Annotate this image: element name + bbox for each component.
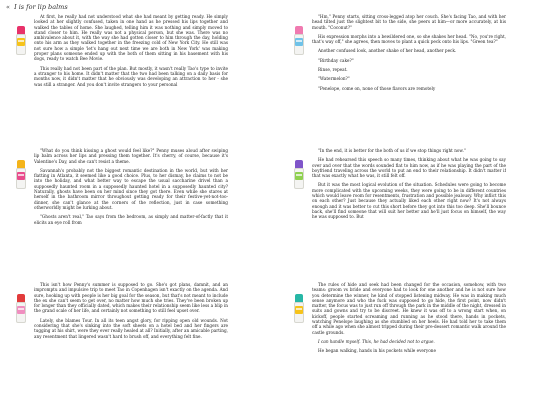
story-paragraph: "Watermelon?" xyxy=(318,76,350,82)
lip-balm-icon xyxy=(294,160,304,190)
story-paragraph: "Ghosts aren't real," Tao says from the bedroom, as simply and matter-of-factly that it elicits an eye roll from xyxy=(34,214,228,225)
lip-balm-icon xyxy=(294,294,304,324)
story-paragraph: But it was the most logical evolution of the situation. Schedules were going to become more complicated with the upcoming weeks, they were going to be in different countries which would leave room for resentments, frustration and possible jealousy. Why inflict this on each other? Just because they actually liked each other right now? It's not always enough and it was better to cut this short before they got into this too deep. She'll bounce back, she'll find someone that will suit her better and he'll just focus on himself, the way he was supposed to. But xyxy=(312,182,506,220)
story-card-1[interactable] xyxy=(8,14,232,126)
story-paragraph: The rules of hide and seek had been changed for the occasion, somehow, with two teams: groom vs bride and everyone had to look for one another and he is not sure how you determine the winner, he kind of stopped listening midway. He was in making much sense anymore and who the fuck was supposed to go hide, the first point, now didn't matter, the focus was to just run off through the park in the middle of the night, dressed in suits and gowns and try to be discreet. He knew it was off to a wrong start when, on kickoff, people started screaming and running as he stood there, hands in pockets, watching Penelope laughing as she stumbled on her heels. He had told her to take them off a while ago when she almost tripped during their pre-dessert romantic walk around the castle grounds. xyxy=(312,282,506,335)
lip-balm-icon xyxy=(16,160,26,190)
lip-balm-icon xyxy=(16,294,26,324)
story-paragraph: Rinse, repeat. xyxy=(318,67,348,73)
lip-balm-icon xyxy=(294,26,304,56)
story-paragraph: "Birthday cake?" xyxy=(318,57,354,63)
story-card-2[interactable] xyxy=(286,14,510,126)
story-paragraph: "Hm," Penny starts, sitting cross-legged atop her couch. She's facing Tao, and with her head tilted just the slightest bit to the side, she peers at him—or more accurately, at his mouth. "Coconut?" xyxy=(312,14,506,30)
story-paragraph: "In the end, it is better for the both of us if we stop things right now." xyxy=(318,148,466,153)
story-card-4[interactable] xyxy=(286,148,510,260)
story-paragraph: Savannah's probably not the biggest romantic destination in the world, but with her flatting in Atlanta, it seemed like a good choice. Plus, to her dismay, he claims to not be into the holiday, and what better way to escape the usual saccharine drivel than a supposedly haunted room in a supposedly haunted hotel in a supposedly haunted city? Naturally, ghosts have been on her mind since they got there. Even while she stares at herself in the bathroom mirror throughout getting ready for their festive-yet-not-too-dinner, she can't glance at the corners of the reflection, just in case something otherworldly might be lurking about. xyxy=(34,167,228,210)
story-excerpt xyxy=(312,148,506,260)
story-card-5[interactable] xyxy=(8,282,232,394)
story-paragraph: This isn't how Penny's summer is supposed to go. She's got plans, damnit, and an impromptu and impulsive trip to meet Tao in Copenhagen isn't exactly on the agenda. And sure, hooking up with people is her big goal for the season, but that's not meant to include the ex she can't seem to get over, no matter how much she tries. They've been broken up for longer than they officially dated, which makes their relationship seem like less a blip in the grand scale of her life, and certainly not something to still feel upset over. xyxy=(34,282,228,314)
story-card-3[interactable] xyxy=(8,148,232,260)
story-excerpt xyxy=(34,14,228,126)
story-paragraph: "What do you think kissing a ghost would feel like?" Penny muses aloud after swiping lip balm across her lips and pressing them together. It's cherry, of course, because it's Valentine's Day, and she can't resist a theme. xyxy=(34,148,228,164)
story-excerpt xyxy=(312,282,506,394)
story-paragraph: His expression morphs into a bewildered one, so she shakes her head. "No, you're right, that's way off," she agrees, then moves to plant a quick peck onto his lips. "Green tea?" xyxy=(312,33,506,45)
story-paragraph: "Penelope, come on, none of those flavors are remotely xyxy=(318,85,436,91)
back-arrow-icon[interactable]: « xyxy=(6,3,10,11)
story-excerpt xyxy=(312,14,506,126)
story-paragraph: Lately, she blames Tour. In all its teen angst glory, for ripping open old wounds. Not considering that she's sinking into the soft sheets on a hotel bed and her fingers are tugging at his shirt, were they ever really healed at all? Initially, after an amicable parting, any resentment that lingered wasn't hard to brush off, and everything felt fine. xyxy=(34,317,228,339)
story-paragraph: He began walking, hands in his pockets while everyone xyxy=(318,348,436,354)
story-card-6[interactable] xyxy=(286,282,510,394)
story-paragraph: I can handle myself. This, he had decided not to argue. xyxy=(318,338,435,344)
page-title: I is for lip balms xyxy=(14,3,68,11)
lip-balm-icon xyxy=(16,26,26,56)
story-paragraph: At first, he really had not understood what she had meant by getting ready. He simply looked at her slightly confused, taken in one hand as he pressed his lips together and walked the tables of home. She laughed, telling him it was nothing and simply moved to stand closer to him. He really was not a physical person, but she was. There was no ambivalence about it, with the way she had gotten closer to him through the day, holding onto his arm as they walked together in the freezing cold of New York City. He still was not sure how a simple 'let's hang out next time we are both in New York' was making proper plans someone ended up with the both of them sitting in his basement with his dogs, ready to watch Bee Movie. xyxy=(34,14,228,62)
story-excerpt xyxy=(34,148,228,260)
story-paragraph: He had rehearsed this speech so many times, thinking about what he was going to say over and over that the words sounded flat to him now, as if he was playing the part of the boyfriend traveling across the world to put an end to their relationship. It didn't matter if that was exactly what he was, it still felt off. xyxy=(312,157,506,179)
story-paragraph: Another confused look, another shake of her head, another peck. xyxy=(318,48,457,54)
story-paragraph: This really had not been part of the plan. But mostly, it wasn't really Tao's type to invite a stranger to his home. It didn't matter that the two had been talking on a daily basis for months now, it didn't matter that he obviously was developing an attraction to her - she was still a stranger. And you don't invite strangers to your personal xyxy=(34,65,228,87)
page-header xyxy=(6,3,68,11)
story-excerpt xyxy=(34,282,228,394)
